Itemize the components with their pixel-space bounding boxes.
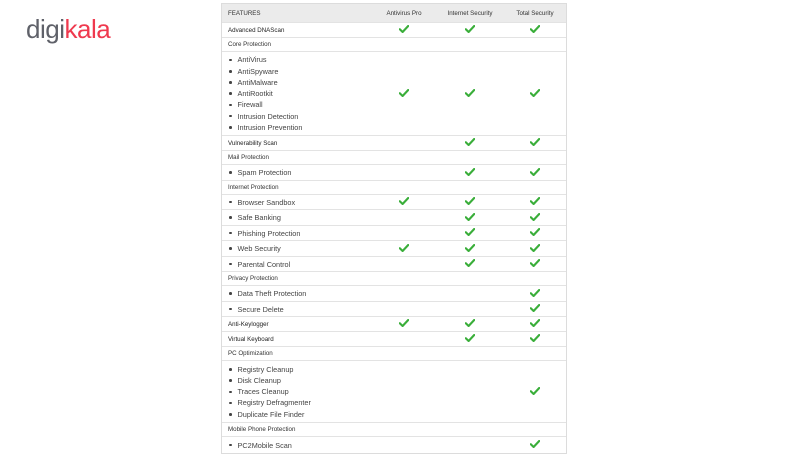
feature-item-label: Duplicate File Finder <box>237 409 305 419</box>
list-item <box>228 66 372 77</box>
list-item <box>228 304 372 315</box>
list-item <box>228 259 372 270</box>
feature-list <box>222 259 372 270</box>
cell-internet-security <box>436 259 504 269</box>
feature-list <box>222 197 372 208</box>
cell-internet-security <box>436 138 504 148</box>
bullet-icon <box>229 70 232 73</box>
digikala-logo[interactable] <box>26 16 110 42</box>
feature-list <box>222 54 372 132</box>
section-header-row <box>222 181 566 195</box>
section-label: Core Protection <box>228 41 271 48</box>
list-item <box>228 77 372 88</box>
cell-total-security <box>504 197 566 207</box>
feature-item-label: Disk Cleanup <box>237 376 281 386</box>
feature-items <box>228 197 372 208</box>
cell-internet-security <box>436 213 504 223</box>
cell-total-security <box>504 289 566 299</box>
checkmark-icon <box>465 197 475 205</box>
feature-item-label: AntiVirus <box>237 55 267 65</box>
feature-item-label: Parental Control <box>237 259 291 269</box>
cell-total-security <box>504 228 566 238</box>
feature-row <box>222 23 566 38</box>
checkmark-icon <box>399 89 409 97</box>
feature-list <box>222 304 372 315</box>
cell-total-security <box>504 259 566 269</box>
cell-antivirus-pro <box>372 89 436 99</box>
cell-total-security <box>504 334 566 344</box>
feature-item-label: Firewall <box>237 100 263 110</box>
cell-antivirus-pro <box>372 197 436 207</box>
feature-item-label: Registry Cleanup <box>237 364 294 374</box>
cell-total-security <box>504 25 566 35</box>
cell-total-security <box>504 440 566 450</box>
feature-list <box>222 288 372 299</box>
checkmark-icon <box>465 89 475 97</box>
list-item <box>228 228 372 239</box>
feature-item-label: Data Theft Protection <box>237 289 307 299</box>
section-header-row <box>222 347 566 361</box>
list-item <box>228 364 372 375</box>
feature-row <box>222 136 566 151</box>
feature-label: Vulnerability Scan <box>228 139 278 147</box>
feature-row <box>222 437 566 453</box>
feature-list <box>222 228 372 239</box>
bullet-icon <box>229 391 232 394</box>
checkmark-icon <box>465 25 475 33</box>
bullet-icon <box>229 368 232 371</box>
feature-label: Anti-Keylogger <box>228 320 269 328</box>
checkmark-icon <box>465 138 475 146</box>
list-item <box>228 54 372 65</box>
feature-row <box>222 286 566 302</box>
checkmark-icon <box>530 259 540 267</box>
cell-antivirus-pro <box>372 244 436 254</box>
checkmark-icon <box>530 228 540 236</box>
list-item <box>228 386 372 397</box>
cell-internet-security <box>436 228 504 238</box>
bullet-icon <box>229 232 232 235</box>
feature-list <box>222 243 372 254</box>
cell-total-security <box>504 244 566 254</box>
checkmark-icon <box>530 304 540 312</box>
cell-total-security <box>504 304 566 314</box>
bullet-icon <box>229 413 232 416</box>
feature-item-label: AntiMalware <box>237 77 278 87</box>
bullet-icon <box>229 292 232 295</box>
checkmark-icon <box>465 244 475 252</box>
list-item <box>228 288 372 299</box>
list-item <box>228 243 372 254</box>
bullet-icon <box>229 263 232 266</box>
cell-total-security <box>504 213 566 223</box>
checkmark-icon <box>465 213 475 221</box>
column-header-total-security: Total Security <box>516 9 554 17</box>
list-item <box>228 122 372 133</box>
list-item <box>228 99 372 110</box>
cell-internet-security <box>436 244 504 254</box>
cell-internet-security <box>436 334 504 344</box>
cell-total-security <box>504 168 566 178</box>
checkmark-icon <box>530 138 540 146</box>
bullet-icon <box>229 115 232 118</box>
cell-total-security <box>504 319 566 329</box>
cell-internet-security <box>436 89 504 99</box>
feature-item-label: Traces Cleanup <box>237 387 289 397</box>
cell-internet-security <box>436 197 504 207</box>
list-item <box>228 375 372 386</box>
table-header-row <box>222 4 566 23</box>
list-item <box>228 440 372 451</box>
feature-item-label: Phishing Protection <box>237 228 301 238</box>
feature-row <box>222 165 566 181</box>
cell-antivirus-pro <box>372 25 436 35</box>
section-header-row <box>222 423 566 437</box>
cell-total-security <box>504 387 566 397</box>
column-header-antivirus-pro: Antivirus Pro <box>386 9 422 17</box>
logo-part-digi: digi <box>26 14 65 44</box>
section-label: Privacy Protection <box>228 275 278 283</box>
feature-items <box>228 167 372 178</box>
cell-internet-security <box>436 319 504 329</box>
column-header-features: FEATURES <box>228 9 261 17</box>
checkmark-icon <box>530 89 540 97</box>
cell-internet-security <box>436 25 504 35</box>
bullet-icon <box>229 59 232 62</box>
feature-items <box>228 259 372 270</box>
cell-antivirus-pro <box>372 319 436 329</box>
checkmark-icon <box>465 334 475 342</box>
feature-item-label: Spam Protection <box>237 168 292 178</box>
checkmark-icon <box>530 197 540 205</box>
checkmark-icon <box>399 244 409 252</box>
feature-items <box>228 364 372 420</box>
bullet-icon <box>229 126 232 129</box>
section-label: Internet Protection <box>228 183 279 191</box>
feature-items <box>228 288 372 299</box>
feature-items <box>228 440 372 451</box>
feature-items <box>228 304 372 315</box>
feature-label: Advanced DNAScan <box>228 26 285 34</box>
checkmark-icon <box>399 197 409 205</box>
bullet-icon <box>229 92 232 95</box>
checkmark-icon <box>530 213 540 221</box>
feature-row <box>222 332 566 347</box>
list-item <box>228 409 372 420</box>
checkmark-icon <box>399 25 409 33</box>
list-item <box>228 397 372 408</box>
section-label: Mobile Phone Protection <box>228 426 296 434</box>
checkmark-icon <box>399 319 409 327</box>
list-item <box>228 88 372 99</box>
checkmark-icon <box>530 387 540 395</box>
checkmark-icon <box>465 228 475 236</box>
feature-list <box>222 440 372 451</box>
feature-item-label: Intrusion Detection <box>237 111 299 121</box>
feature-label: Virtual Keyboard <box>228 335 274 343</box>
section-label: PC Optimization <box>228 350 273 358</box>
bullet-icon <box>229 201 232 204</box>
logo-part-kala: kala <box>64 14 111 44</box>
bullet-icon <box>229 247 232 250</box>
bullet-icon <box>229 379 232 382</box>
cell-total-security <box>504 138 566 148</box>
checkmark-icon <box>530 319 540 327</box>
feature-row <box>222 302 566 318</box>
checkmark-icon <box>530 334 540 342</box>
section-header-row <box>222 38 566 52</box>
feature-item-label: PC2Mobile Scan <box>237 440 292 450</box>
bullet-icon <box>229 216 232 219</box>
checkmark-icon <box>530 25 540 33</box>
checkmark-icon <box>530 440 540 448</box>
cell-total-security <box>504 89 566 99</box>
feature-row <box>222 195 566 211</box>
feature-item-label: Secure Delete <box>237 304 284 314</box>
bullet-icon <box>229 308 232 311</box>
checkmark-icon <box>465 168 475 176</box>
list-item <box>228 197 372 208</box>
feature-list <box>222 212 372 223</box>
section-label: Mail Protection <box>228 154 269 162</box>
section-header-row <box>222 151 566 165</box>
feature-list <box>222 167 372 178</box>
feature-item-label: Intrusion Prevention <box>237 122 303 132</box>
feature-items <box>228 212 372 223</box>
bullet-icon <box>229 81 232 84</box>
bullet-icon <box>229 444 232 447</box>
bullet-icon <box>229 171 232 174</box>
column-header-internet-security: Internet Security <box>447 9 493 17</box>
feature-row <box>222 52 566 136</box>
list-item <box>228 111 372 122</box>
bullet-icon <box>229 402 232 405</box>
features-comparison-table <box>221 3 567 454</box>
feature-row <box>222 241 566 257</box>
bullet-icon <box>229 104 232 107</box>
section-header-row <box>222 272 566 286</box>
list-item <box>228 212 372 223</box>
feature-item-label: AntiRootkit <box>237 89 273 99</box>
feature-row <box>222 361 566 423</box>
feature-item-label: Web Security <box>237 244 281 254</box>
cell-internet-security <box>436 168 504 178</box>
feature-row <box>222 210 566 226</box>
list-item <box>228 167 372 178</box>
checkmark-icon <box>465 319 475 327</box>
feature-item-label: Registry Defragmenter <box>237 398 311 408</box>
feature-list <box>222 364 372 420</box>
checkmark-icon <box>530 244 540 252</box>
feature-row <box>222 226 566 242</box>
feature-item-label: AntiSpyware <box>237 66 279 76</box>
checkmark-icon <box>530 289 540 297</box>
feature-item-label: Browser Sandbox <box>237 197 296 207</box>
checkmark-icon <box>530 168 540 176</box>
feature-items <box>228 228 372 239</box>
feature-items <box>228 54 372 132</box>
feature-row <box>222 317 566 332</box>
feature-row <box>222 257 566 273</box>
feature-item-label: Safe Banking <box>237 213 281 223</box>
checkmark-icon <box>465 259 475 267</box>
feature-items <box>228 243 372 254</box>
